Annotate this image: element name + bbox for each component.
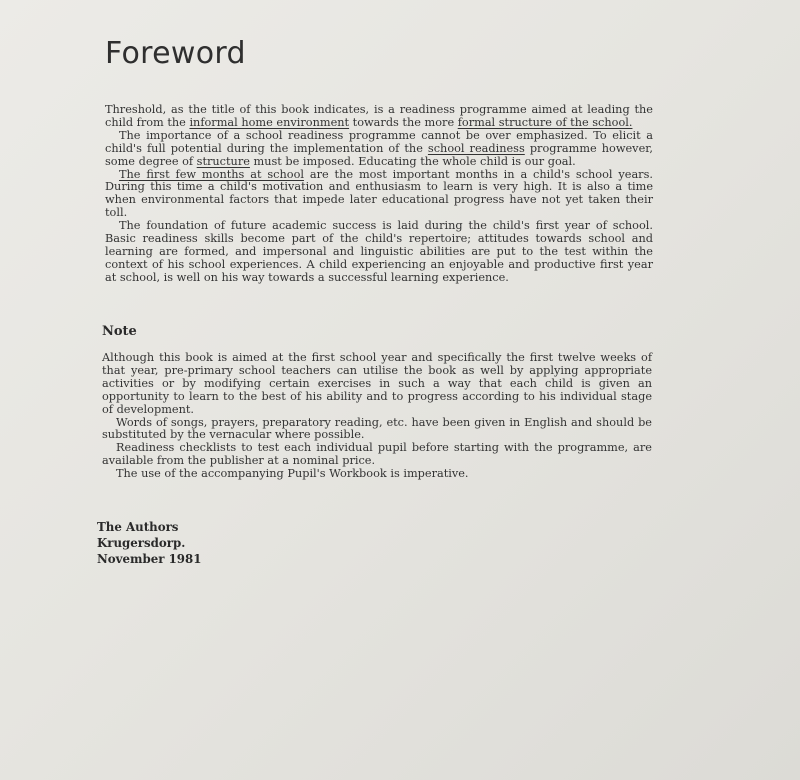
intro-p3-underlined-1: The first few months at school xyxy=(119,167,304,181)
intro-p2-text-b: programme however, some degree of xyxy=(105,141,654,168)
note-heading: Note xyxy=(102,324,137,339)
note-paragraph-1: Although this book is aimed at the first school year and specifically the first twelve weeks of that year, pre-primary school teachers can utilise the book as well by applying appropriate activities or by modifying certain exercises in such a way that each child is given an opportunity to learn to the best of his ability and to progress according to his individual stage of development. xyxy=(102,351,652,416)
intro-paragraph-1 xyxy=(105,104,653,130)
intro-p3-text-a: are the most important months in a child's school years. During this time a child's motivation and enthusiasm to learn is very high. It is also a time when environmental factors that impede later educational progress have not yet taken their toll. xyxy=(105,167,653,220)
intro-p1-text-b: towards the more xyxy=(349,115,458,129)
intro-p2-underlined-2: structure xyxy=(196,154,250,168)
intro-p2-text-c: must be imposed. Educating the whole child is our goal. xyxy=(249,154,576,168)
intro-paragraph-2 xyxy=(105,130,653,169)
signature-date: November 1981 xyxy=(97,552,202,566)
note-section xyxy=(102,352,652,481)
intro-p2-underlined-1: school readiness xyxy=(427,141,525,155)
intro-p1-underlined-1: informal home environment xyxy=(189,115,350,129)
page-title: Foreword xyxy=(105,36,246,71)
intro-section xyxy=(105,104,653,285)
signature-place: Krugersdorp. xyxy=(97,536,186,550)
intro-paragraph-3 xyxy=(105,169,653,221)
intro-paragraph-4: The foundation of future academic success is laid during the child's first year of school. Basic readiness skills become part of the child's repertoire; attitudes towards school and learning are formed, and impersonal and linguistic abilities are put to the test within the context of his school experiences. A child experiencing an enjoyable and productive first year at school, is well on his way towards a successful learning experience. xyxy=(105,219,653,284)
intro-p2-text-a: The importance of a school readiness programme cannot be over emphasized. To elicit a child's full potential during the implementation of the xyxy=(105,128,653,155)
note-paragraph-4: The use of the accompanying Pupil's Workbook is imperative. xyxy=(116,467,469,481)
note-paragraph-2: Words of songs, prayers, preparatory reading, etc. have been given in English and should be substituted by the vernacular where possible. xyxy=(102,415,652,442)
intro-p1-text-a: Threshold, as the title of this book indicates, is a readiness programme aimed at leading the child from the xyxy=(105,103,653,129)
note-paragraph-3: Readiness checklists to test each individual pupil before starting with the programme, are available from the publisher at a nominal price. xyxy=(102,441,652,468)
signature-block xyxy=(97,519,201,567)
intro-p1-underlined-2: formal structure of the school. xyxy=(457,115,633,129)
signature-authors: The Authors xyxy=(97,520,179,534)
